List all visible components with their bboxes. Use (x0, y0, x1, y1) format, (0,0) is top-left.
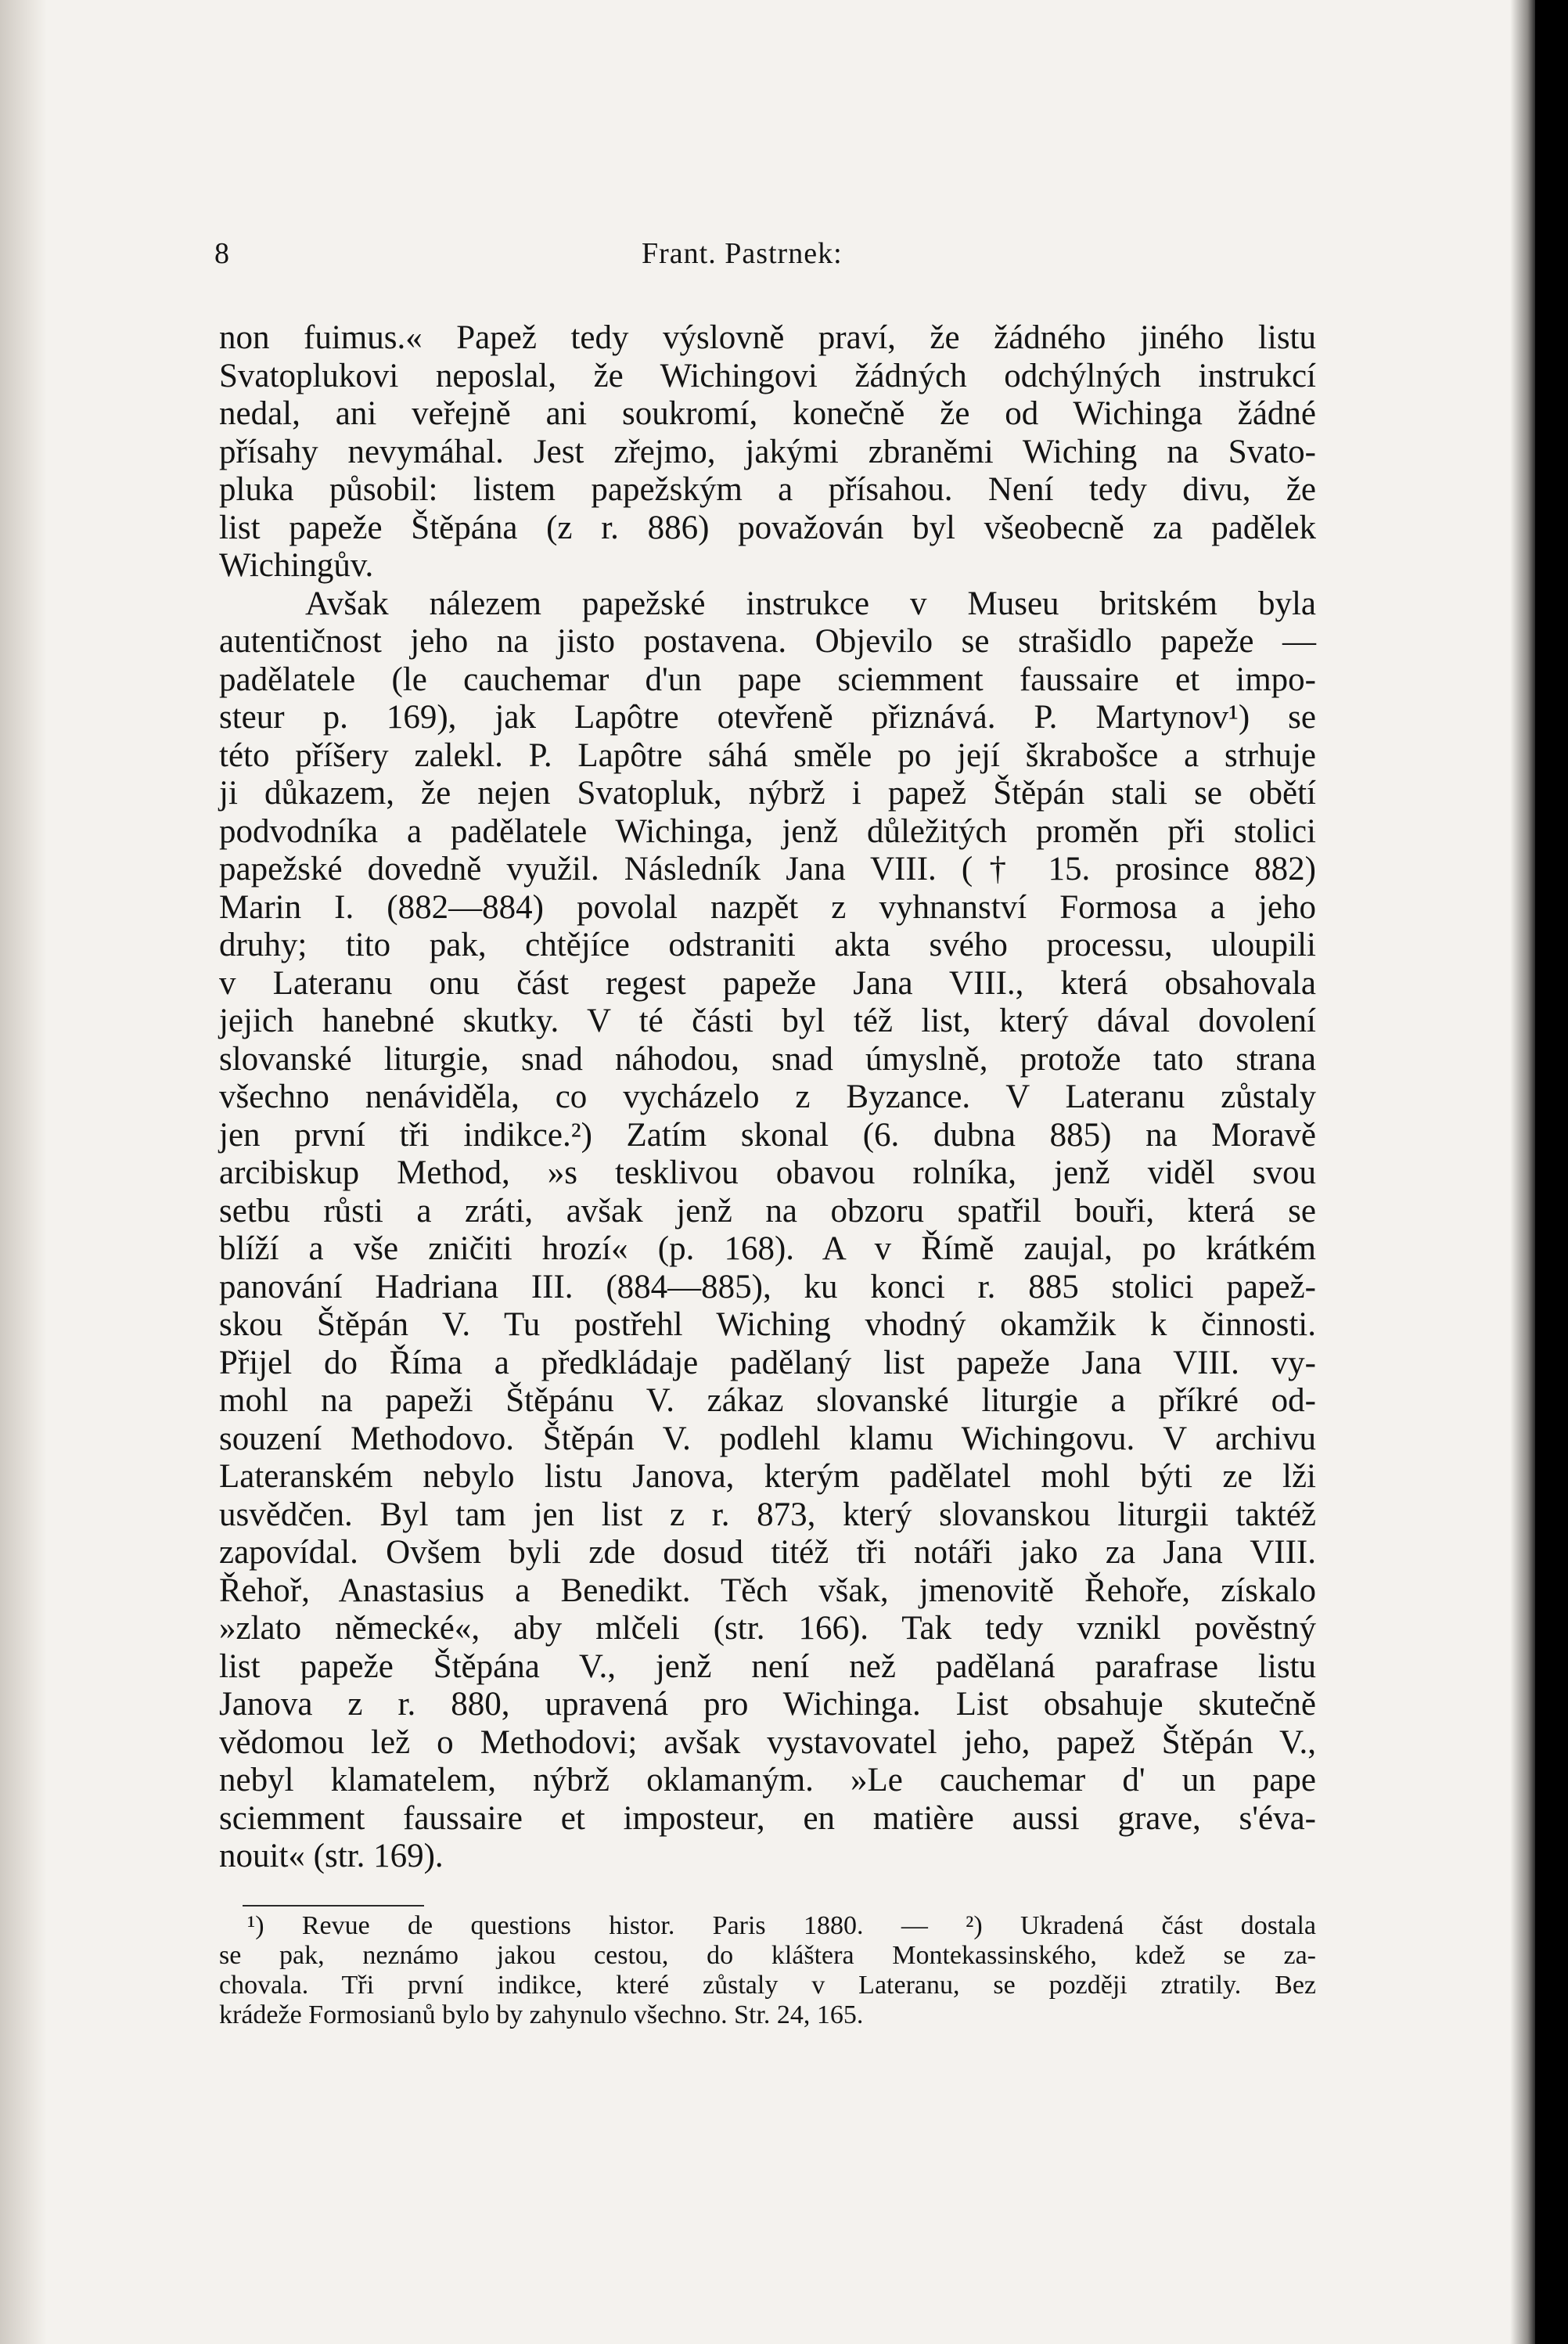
body-line: list papeže Štěpána (z r. 886) považován byl všeobecně za padělek (219, 509, 1316, 546)
body-line: sciemment faussaire et imposteur, en matière aussi grave, s'éva- (219, 1799, 1316, 1837)
body-line: Řehoř, Anastasius a Benedikt. Těch však, jmenovitě Řehoře, získalo (219, 1572, 1316, 1609)
body-line: pluka působil: listem papežským a přísahou. Není tedy divu, že (219, 471, 1316, 508)
body-line: Svatoplukovi neposlal, že Wichingovi žádných odchýlných instrukcí (219, 357, 1316, 394)
body-line: list papeže Štěpána V., jenž není než padělaná parafrase listu (219, 1647, 1316, 1685)
body-line: přísahy nevymáhal. Jest zřejmo, jakými zbraněmi Wiching na Svato- (219, 433, 1316, 470)
body-line: Wichingův. (219, 547, 374, 584)
body-line: usvědčen. Byl tam jen list z r. 873, který slovanskou liturgii taktéž (219, 1496, 1316, 1533)
body-line: zapovídal. Ovšem byli zde dosud titéž tři notáři jako za Jana VIII. (219, 1534, 1316, 1571)
body-line: Lateranském nebylo listu Janova, kterým padělatel mohl býti ze lži (219, 1458, 1316, 1495)
body-line: nebyl klamatelem, nýbrž oklamaným. »Le cauchemar d' un pape (219, 1762, 1316, 1799)
body-line: Marin I. (882—884) povolal nazpět z vyhnanství Formosa a jeho (219, 888, 1316, 926)
body-line: ji důkazem, že nejen Svatopluk, nýbrž i papež Štěpán stali se obětí (219, 775, 1316, 812)
body-line: slovanské liturgie, snad náhodou, snad úmyslně, protože tato strana (219, 1040, 1316, 1078)
body-line: setbu růsti a zráti, avšak jenž na obzoru spatřil bouři, která se (219, 1192, 1316, 1230)
body-line: jejich hanebné skutky. V té části byl též list, který dával dovolení (219, 1003, 1316, 1039)
page-number: 8 (214, 237, 229, 270)
running-head: Frant. Pastrnek: (642, 237, 843, 270)
body-line: »zlato německé«, aby mlčeli (str. 166). Tak tedy vznikl pověstný (219, 1610, 1316, 1647)
footnote-line: krádeže Formosianů bylo by zahynulo všechno. Str. 24, 165. (219, 2000, 864, 2029)
body-line: non fuimus.« Papež tedy výslovně praví, že žádného jiného listu (219, 319, 1316, 356)
body-line: Janova z r. 880, upravená pro Wichinga. List obsahuje skutečně (219, 1686, 1316, 1723)
footnote-line: chovala. Tři první indikce, které zůstaly v Lateranu, se později ztratily. Bez (219, 1971, 1316, 2000)
body-line: této příšery zalekl. P. Lapôtre sáhá směle po její škrabošce a strhuje (219, 736, 1316, 774)
body-line: skou Štěpán V. Tu postřehl Wiching vhodný okamžik k činnosti. (219, 1306, 1316, 1343)
body-line: padělatele (le cauchemar d'un pape sciemment faussaire et impo- (219, 661, 1316, 698)
body-line: nouit« (str. 169). (219, 1838, 444, 1874)
body-line: arcibiskup Method, »s tesklivou obavou rolníka, jenž viděl svou (219, 1154, 1316, 1191)
body-line: papežské dovedně využil. Následník Jana VIII. († 15. prosince 882) (219, 851, 1316, 888)
body-line: druhy; tito pak, chtějíce odstraniti akta svého processu, uloupili (219, 927, 1316, 963)
body-line: podvodníka a padělatele Wichinga, jenž důležitých proměn při stolici (219, 812, 1316, 850)
footnote-divider (243, 1905, 424, 1907)
body-line: jen první tři indikce.²) Zatím skonal (6. dubna 885) na Moravě (219, 1116, 1316, 1154)
body-line: Přijel do Říma a předkládaje padělaný list papeže Jana VIII. vy- (219, 1344, 1316, 1381)
spine-shadow (1510, 0, 1535, 2344)
paragraph-first-line: Avšak nálezem papežské instrukce v Museu britském byla (305, 585, 1316, 622)
body-line: panování Hadriana III. (884—885), ku konci r. 885 stolici papež- (219, 1268, 1316, 1305)
body-line: v Lateranu onu část regest papeže Jana VIII., která obsahovala (219, 964, 1316, 1002)
body-line: vědomou lež o Methodovi; avšak vystavovatel jeho, papež Štěpán V., (219, 1723, 1316, 1761)
body-line: nedal, ani veřejně ani soukromí, konečně že od Wichinga žádné (219, 395, 1316, 432)
page-edge-shading (0, 0, 47, 2344)
body-line: všechno nenáviděla, co vycházelo z Byzance. V Lateranu zůstaly (219, 1078, 1316, 1115)
footnotes (219, 1911, 1316, 2030)
body-line: souzení Methodovo. Štěpán V. podlehl klamu Wichingovu. V archivu (219, 1420, 1316, 1457)
body-line: blíží a vše zničiti hrozí« (p. 168). A v Římě zaujal, po krátkém (219, 1230, 1316, 1267)
body-text (219, 319, 1316, 1876)
footnote-line: ¹) Revue de questions histor. Paris 1880. — ²) Ukradená část dostala (247, 1911, 1316, 1940)
footnote-line: se pak, neznámo jakou cestou, do kláštera Montekassinského, kdež se za- (219, 1941, 1316, 1970)
body-line: steur p. 169), jak Lapôtre otevřeně přiznává. P. Martynov¹) se (219, 699, 1316, 736)
body-line: mohl na papeži Štěpánu V. zákaz slovanské liturgie a příkré od- (219, 1382, 1316, 1419)
body-line: autentičnost jeho na jisto postavena. Objevilo se strašidlo papeže — (219, 623, 1316, 660)
